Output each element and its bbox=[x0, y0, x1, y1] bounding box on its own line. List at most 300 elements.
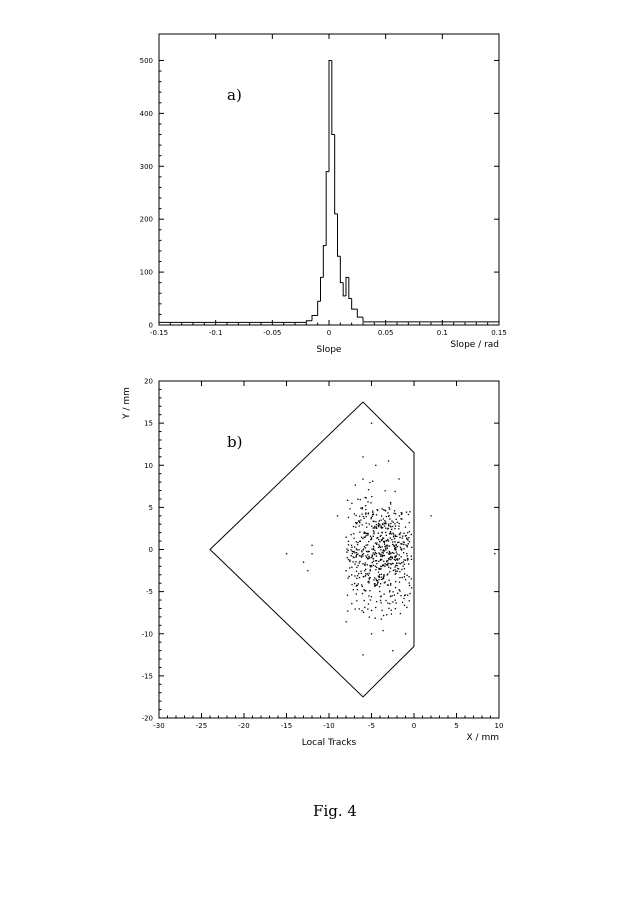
scatter-point bbox=[378, 539, 379, 540]
scatter-point bbox=[387, 528, 388, 529]
scatter-point bbox=[376, 544, 377, 545]
scatter-point bbox=[406, 553, 407, 554]
scatter-point bbox=[353, 526, 354, 527]
scatter-point bbox=[407, 558, 408, 559]
scatter-point bbox=[345, 537, 346, 538]
scatter-point bbox=[354, 552, 355, 553]
scatter-point bbox=[388, 580, 389, 581]
scatter-point bbox=[374, 550, 375, 551]
scatter-point bbox=[411, 587, 412, 588]
scatter-point bbox=[376, 542, 377, 543]
scatter-point bbox=[370, 539, 371, 540]
scatter-point bbox=[369, 577, 370, 578]
scatter-point bbox=[389, 552, 390, 553]
scatter-point bbox=[370, 502, 371, 503]
scatter-point bbox=[353, 551, 354, 552]
scatter-point bbox=[386, 516, 387, 517]
scatter-point bbox=[347, 550, 348, 551]
scatter-point bbox=[372, 562, 373, 563]
scatter-point bbox=[355, 522, 356, 523]
scatter-point bbox=[398, 542, 399, 543]
scatter-point bbox=[383, 549, 384, 550]
scatter-point bbox=[402, 566, 403, 567]
scatter-point bbox=[385, 527, 386, 528]
scatter-point bbox=[368, 551, 369, 552]
scatter-point bbox=[408, 543, 409, 544]
scatter-point bbox=[393, 553, 394, 554]
scatter-point bbox=[376, 567, 377, 568]
scatter-point bbox=[361, 537, 362, 538]
scatter-point bbox=[361, 556, 362, 557]
scatter-point bbox=[391, 595, 392, 596]
scatter-point bbox=[379, 577, 380, 578]
scatter-point bbox=[384, 523, 385, 524]
scatter-point bbox=[383, 552, 384, 553]
scatter-point bbox=[362, 586, 363, 587]
scatter-point bbox=[403, 548, 404, 549]
scatter-point bbox=[362, 513, 363, 514]
scatter-point bbox=[376, 514, 377, 515]
scatter-point bbox=[364, 607, 365, 608]
scatter-point bbox=[370, 570, 371, 571]
scatter-point bbox=[403, 533, 404, 534]
scatter-point bbox=[408, 537, 409, 538]
scatter-point bbox=[357, 544, 358, 545]
scatter-point bbox=[390, 553, 391, 554]
scatter-point bbox=[364, 600, 365, 601]
scatter-point bbox=[362, 555, 363, 556]
scatter-point bbox=[391, 533, 392, 534]
scatter-point bbox=[394, 557, 395, 558]
scatter-point bbox=[382, 537, 383, 538]
histogram-bin bbox=[326, 172, 329, 246]
scatter-point bbox=[395, 535, 396, 536]
scatter-point bbox=[404, 573, 405, 574]
scatter-point-outlier bbox=[392, 650, 393, 651]
scatter-point bbox=[381, 577, 382, 578]
scatter-point bbox=[359, 561, 360, 562]
y-tick-label: 5 bbox=[148, 503, 153, 512]
y-tick-label: -20 bbox=[141, 714, 153, 723]
y-tick-label: 0 bbox=[148, 321, 153, 330]
scatter-point bbox=[372, 514, 373, 515]
scatter-point bbox=[347, 577, 348, 578]
x-axis-unit-label: X / mm bbox=[466, 733, 499, 743]
scatter-point bbox=[390, 585, 391, 586]
scatter-point bbox=[348, 517, 349, 518]
scatter-point bbox=[364, 570, 365, 571]
scatter-point bbox=[406, 607, 407, 608]
scatter-point bbox=[395, 560, 396, 561]
scatter-point bbox=[403, 542, 404, 543]
scatter-point bbox=[401, 543, 402, 544]
scatter-point bbox=[354, 546, 355, 547]
scatter-point bbox=[379, 591, 380, 592]
scatter-point bbox=[399, 533, 400, 534]
scatter-point bbox=[376, 555, 377, 556]
scatter-point bbox=[393, 536, 394, 537]
scatter-point bbox=[380, 549, 381, 550]
scatter-point bbox=[404, 564, 405, 565]
scatter-point bbox=[378, 525, 379, 526]
scatter-point bbox=[383, 518, 384, 519]
scatter-point bbox=[385, 521, 386, 522]
scatter-point bbox=[381, 618, 382, 619]
scatter-point-outlier bbox=[311, 545, 312, 546]
scatter-point bbox=[401, 514, 402, 515]
scatter-point bbox=[359, 608, 360, 609]
scatter-point bbox=[373, 530, 374, 531]
scatter-point bbox=[387, 603, 388, 604]
scatter-point bbox=[390, 523, 391, 524]
scatter-point bbox=[376, 560, 377, 561]
scatter-point bbox=[395, 571, 396, 572]
scatter-point bbox=[399, 577, 400, 578]
scatter-point bbox=[379, 520, 380, 521]
scatter-point bbox=[388, 540, 389, 541]
scatter-point bbox=[383, 509, 384, 510]
scatter-chart-b bbox=[122, 378, 503, 749]
scatter-point bbox=[391, 610, 392, 611]
x-tick-label: 0 bbox=[411, 722, 417, 730]
scatter-point bbox=[373, 579, 374, 580]
scatter-point bbox=[360, 499, 361, 500]
scatter-point bbox=[378, 523, 379, 524]
scatter-point bbox=[409, 522, 410, 523]
y-tick-label: 400 bbox=[139, 109, 153, 118]
scatter-point bbox=[392, 601, 393, 602]
scatter-point bbox=[355, 561, 356, 562]
scatter-point bbox=[346, 552, 347, 553]
scatter-point bbox=[393, 570, 394, 571]
scatter-point bbox=[380, 566, 381, 567]
scatter-point bbox=[377, 583, 378, 584]
scatter-point bbox=[394, 559, 395, 560]
scatter-point bbox=[361, 524, 362, 525]
scatter-point bbox=[385, 600, 386, 601]
scatter-point bbox=[353, 533, 354, 534]
scatter-point bbox=[390, 556, 391, 557]
scatter-point bbox=[375, 569, 376, 570]
y-tick-label: 20 bbox=[144, 377, 153, 386]
scatter-point-outlier bbox=[303, 562, 304, 563]
scatter-point bbox=[346, 621, 347, 622]
scatter-point bbox=[406, 537, 407, 538]
scatter-point bbox=[365, 545, 366, 546]
scatter-point bbox=[411, 547, 412, 548]
scatter-point bbox=[400, 547, 401, 548]
scatter-point bbox=[358, 573, 359, 574]
scatter-point bbox=[369, 590, 370, 591]
histogram-bin bbox=[340, 256, 343, 282]
scatter-point bbox=[389, 603, 390, 604]
x-tick-label: 0 bbox=[326, 329, 332, 337]
scatter-point bbox=[362, 593, 363, 594]
scatter-point bbox=[368, 556, 369, 557]
scatter-point bbox=[361, 573, 362, 574]
scatter-point bbox=[395, 573, 396, 574]
scatter-point bbox=[389, 518, 390, 519]
scatter-point bbox=[401, 556, 402, 557]
scatter-point bbox=[384, 566, 385, 567]
scatter-point bbox=[365, 547, 366, 548]
scatter-point bbox=[407, 595, 408, 596]
scatter-point bbox=[411, 578, 412, 579]
scatter-point bbox=[396, 553, 397, 554]
scatter-point bbox=[400, 532, 401, 533]
scatter-point bbox=[373, 558, 374, 559]
scatter-point bbox=[359, 531, 360, 532]
scatter-point bbox=[381, 508, 382, 509]
scatter-point bbox=[394, 569, 395, 570]
scatter-point bbox=[394, 549, 395, 550]
scatter-point bbox=[366, 535, 367, 536]
scatter-point bbox=[357, 499, 358, 500]
y-tick-label: 15 bbox=[144, 419, 153, 428]
scatter-point bbox=[397, 546, 398, 547]
scatter-point bbox=[370, 599, 371, 600]
scatter-point bbox=[355, 515, 356, 516]
scatter-point bbox=[384, 525, 385, 526]
scatter-point bbox=[385, 532, 386, 533]
scatter-point bbox=[363, 518, 364, 519]
histogram-bin bbox=[306, 321, 312, 323]
scatter-point bbox=[383, 593, 384, 594]
scatter-point bbox=[390, 583, 391, 584]
scatter-point bbox=[376, 579, 377, 580]
scatter-point bbox=[405, 560, 406, 561]
scatter-point bbox=[411, 559, 412, 560]
histogram-bin bbox=[335, 135, 338, 214]
scatter-point bbox=[409, 531, 410, 532]
scatter-point-outlier bbox=[375, 465, 376, 466]
scatter-point bbox=[405, 535, 406, 536]
x-tick-label: 10 bbox=[494, 722, 504, 730]
y-tick-label: -10 bbox=[141, 630, 153, 639]
histogram-bin bbox=[318, 301, 321, 315]
x-tick-label: -5 bbox=[368, 722, 375, 730]
scatter-point bbox=[347, 500, 348, 501]
scatter-point bbox=[375, 618, 376, 619]
y-tick-label: -5 bbox=[146, 588, 153, 597]
scatter-point bbox=[396, 544, 397, 545]
panel-label: b) bbox=[227, 433, 243, 451]
scatter-point bbox=[394, 523, 395, 524]
scatter-point bbox=[379, 524, 380, 525]
scatter-point bbox=[362, 508, 363, 509]
x-tick-label: -25 bbox=[195, 722, 208, 730]
scatter-point bbox=[368, 582, 369, 583]
scatter-point bbox=[378, 561, 379, 562]
scatter-point bbox=[355, 608, 356, 609]
scatter-point bbox=[374, 585, 375, 586]
scatter-point bbox=[374, 583, 375, 584]
scatter-point bbox=[387, 512, 388, 513]
scatter-point bbox=[357, 575, 358, 576]
scatter-point bbox=[408, 576, 409, 577]
scatter-point bbox=[382, 552, 383, 553]
scatter-point bbox=[357, 553, 358, 554]
scatter-point bbox=[361, 610, 362, 611]
scatter-point bbox=[367, 534, 368, 535]
scatter-point bbox=[353, 538, 354, 539]
scatter-point bbox=[350, 534, 351, 535]
scatter-point bbox=[349, 508, 350, 509]
scatter-point bbox=[382, 556, 383, 557]
scatter-point bbox=[365, 573, 366, 574]
scatter-point-outlier bbox=[494, 553, 495, 554]
scatter-point bbox=[372, 556, 373, 557]
scatter-point bbox=[372, 516, 373, 517]
scatter-point-outlier bbox=[371, 633, 372, 634]
scatter-point bbox=[379, 586, 380, 587]
histogram-bin bbox=[332, 60, 335, 134]
scatter-point bbox=[406, 545, 407, 546]
scatter-point bbox=[363, 549, 364, 550]
scatter-point bbox=[373, 546, 374, 547]
scatter-point bbox=[405, 544, 406, 545]
scatter-point bbox=[399, 589, 400, 590]
x-tick-label: 0.1 bbox=[436, 329, 448, 337]
scatter-point bbox=[400, 563, 401, 564]
scatter-point bbox=[399, 582, 400, 583]
scatter-point bbox=[395, 587, 396, 588]
scatter-point bbox=[373, 531, 374, 532]
scatter-point bbox=[382, 630, 383, 631]
scatter-point bbox=[383, 615, 384, 616]
scatter-point bbox=[390, 596, 391, 597]
scatter-point bbox=[376, 553, 377, 554]
scatter-point bbox=[363, 612, 364, 613]
scatter-point bbox=[390, 531, 391, 532]
scatter-point bbox=[366, 522, 367, 523]
scatter-point bbox=[385, 490, 386, 491]
scatter-point bbox=[353, 589, 354, 590]
scatter-point bbox=[385, 547, 386, 548]
scatter-point bbox=[369, 616, 370, 617]
scatter-point bbox=[384, 544, 385, 545]
scatter-point bbox=[388, 525, 389, 526]
scatter-point bbox=[409, 600, 410, 601]
scatter-point bbox=[408, 514, 409, 515]
scatter-point bbox=[351, 547, 352, 548]
scatter-point bbox=[367, 558, 368, 559]
scatter-point bbox=[393, 533, 394, 534]
scatter-point bbox=[375, 607, 376, 608]
scatter-point bbox=[371, 565, 372, 566]
scatter-point bbox=[356, 555, 357, 556]
x-tick-label: -20 bbox=[238, 722, 250, 730]
scatter-point bbox=[387, 563, 388, 564]
scatter-point-outlier bbox=[405, 633, 406, 634]
scatter-point bbox=[388, 559, 389, 560]
x-tick-label: 0.05 bbox=[377, 329, 394, 337]
y-tick-label: 0 bbox=[148, 546, 153, 554]
scatter-point bbox=[395, 602, 396, 603]
scatter-point bbox=[385, 523, 386, 524]
scatter-point bbox=[383, 565, 384, 566]
scatter-point bbox=[380, 556, 381, 557]
scatter-point bbox=[403, 544, 404, 545]
scatter-point bbox=[381, 610, 382, 611]
scatter-point bbox=[374, 577, 375, 578]
scatter-point bbox=[406, 511, 407, 512]
scatter-point bbox=[396, 565, 397, 566]
scatter-point bbox=[401, 562, 402, 563]
scatter-point bbox=[399, 537, 400, 538]
scatter-point bbox=[347, 557, 348, 558]
scatter-point bbox=[405, 526, 406, 527]
scatter-point bbox=[388, 608, 389, 609]
scatter-point bbox=[409, 511, 410, 512]
scatter-point bbox=[376, 580, 377, 581]
scatter-point bbox=[396, 545, 397, 546]
scatter-point bbox=[389, 509, 390, 510]
scatter-point bbox=[379, 541, 380, 542]
x-tick-label: 5 bbox=[454, 722, 459, 730]
scatter-point bbox=[368, 541, 369, 542]
scatter-point bbox=[372, 510, 373, 511]
scatter-point bbox=[371, 517, 372, 518]
scatter-point bbox=[392, 526, 393, 527]
scatter-point bbox=[391, 539, 392, 540]
scatter-point bbox=[365, 590, 366, 591]
scatter-point bbox=[388, 524, 389, 525]
scatter-point bbox=[375, 566, 376, 567]
scatter-point bbox=[385, 545, 386, 546]
scatter-point bbox=[355, 556, 356, 557]
scatter-point bbox=[383, 577, 384, 578]
scatter-point bbox=[394, 541, 395, 542]
scatter-point bbox=[387, 539, 388, 540]
scatter-point bbox=[399, 515, 400, 516]
scatter-point-outlier bbox=[362, 456, 363, 457]
scatter-point bbox=[397, 542, 398, 543]
scatter-point bbox=[362, 563, 363, 564]
scatter-point bbox=[382, 550, 383, 551]
scatter-point bbox=[373, 549, 374, 550]
scatter-point bbox=[395, 525, 396, 526]
scatter-point bbox=[367, 554, 368, 555]
scatter-point bbox=[396, 558, 397, 559]
scatter-point bbox=[366, 497, 367, 498]
scatter-point bbox=[359, 562, 360, 563]
scatter-point bbox=[351, 503, 352, 504]
scatter-point bbox=[397, 558, 398, 559]
scatter-point bbox=[358, 520, 359, 521]
scatter-point bbox=[369, 557, 370, 558]
y-tick-label: 200 bbox=[139, 215, 153, 224]
scatter-point bbox=[384, 520, 385, 521]
scatter-point bbox=[359, 516, 360, 517]
scatter-point bbox=[395, 491, 396, 492]
scatter-point bbox=[382, 527, 383, 528]
scatter-point bbox=[376, 526, 377, 527]
scatter-point bbox=[379, 546, 380, 547]
scatter-point bbox=[381, 539, 382, 540]
scatter-point bbox=[366, 516, 367, 517]
scatter-point bbox=[351, 584, 352, 585]
scatter-point bbox=[373, 565, 374, 566]
scatter-point bbox=[363, 553, 364, 554]
scatter-point bbox=[367, 573, 368, 574]
scatter-point bbox=[366, 533, 367, 534]
scatter-point bbox=[408, 563, 409, 564]
scatter-point bbox=[389, 545, 390, 546]
scatter-point bbox=[366, 551, 367, 552]
scatter-point bbox=[348, 559, 349, 560]
scatter-point bbox=[392, 558, 393, 559]
